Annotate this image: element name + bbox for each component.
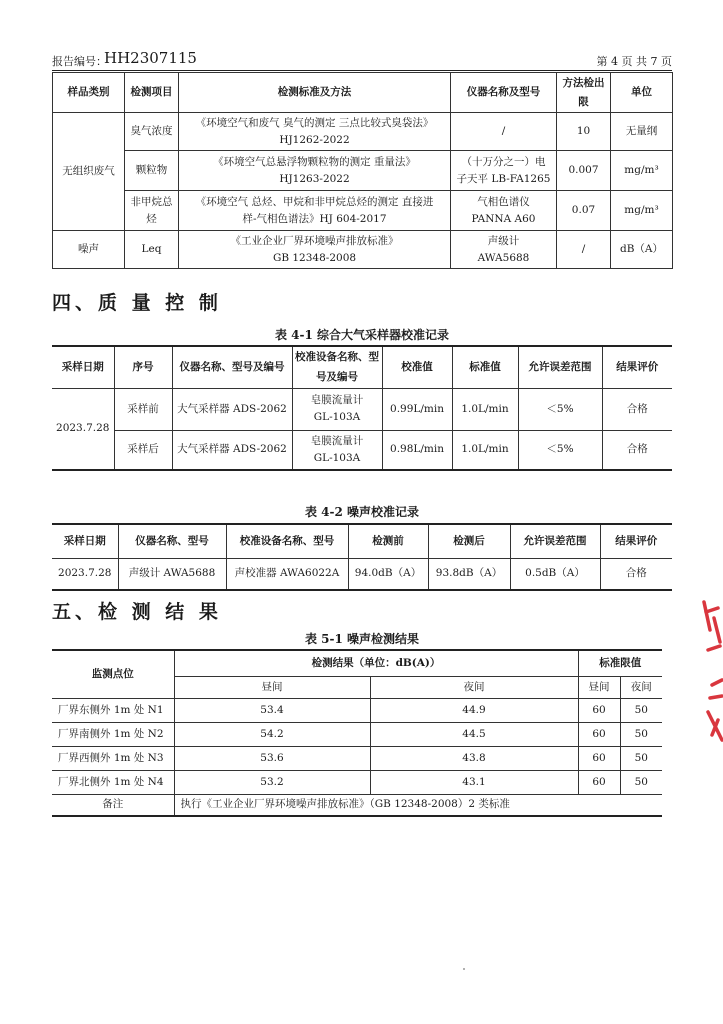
monitoring-point: 厂界东侧外 1m 处 N1 xyxy=(52,698,174,722)
column-header: 样品类别 xyxy=(53,73,125,113)
column-header: 仪器名称、型号 xyxy=(118,524,226,558)
column-header: 允许误差范围 xyxy=(518,346,602,388)
unit: dB（A） xyxy=(611,231,673,269)
calibration-value: 0.98L/min xyxy=(382,430,452,470)
night-value: 44.9 xyxy=(370,698,578,722)
test-item: 臭气浓度 xyxy=(125,113,179,151)
night-value: 43.1 xyxy=(370,770,578,794)
column-header: 校准设备名称、型号 xyxy=(226,524,348,558)
table-row xyxy=(52,722,662,746)
detection-limit: 10 xyxy=(557,113,611,151)
standard-value: 1.0L/min xyxy=(452,430,518,470)
table-header-row xyxy=(53,73,673,113)
column-header: 校准值 xyxy=(382,346,452,388)
remark-text: 执行《工业企业厂界环境噪声排放标准》（GB 12348-2008）2 类标准 xyxy=(174,794,662,816)
limit-night: 50 xyxy=(620,722,662,746)
limit-day: 60 xyxy=(578,722,620,746)
instrument: 大气采样器 ADS-2062 xyxy=(172,430,292,470)
calibration-value: 0.99L/min xyxy=(382,388,452,430)
limit-night: 50 xyxy=(620,746,662,770)
subheader-limit-night: 夜间 xyxy=(620,676,662,698)
instrument: 声级计 AWA5688 xyxy=(118,558,226,590)
column-header: 标准值 xyxy=(452,346,518,388)
page-header xyxy=(52,50,672,70)
limit-day: 60 xyxy=(578,698,620,722)
instrument: 声级计 AWA5688 xyxy=(451,231,557,269)
header-rule xyxy=(52,70,672,71)
page-indicator: 第 4 页 共 7 页 xyxy=(596,55,672,68)
noise-results-table xyxy=(52,649,662,817)
section-title-results: 五、检 测 结 果 xyxy=(52,601,222,623)
standard-method: 《环境空气总悬浮物颗粒物的测定 重量法》 HJ1263-2022 xyxy=(179,151,451,191)
standard-method: 《工业企业厂界环境噪声排放标准》 GB 12348-2008 xyxy=(179,231,451,269)
column-header: 序号 xyxy=(114,346,172,388)
column-header: 检测项目 xyxy=(125,73,179,113)
result: 合格 xyxy=(602,388,672,430)
sample-category: 噪声 xyxy=(53,231,125,269)
report-number-label: 报告编号： xyxy=(52,55,107,68)
column-header: 结果评价 xyxy=(600,524,672,558)
result: 合格 xyxy=(600,558,672,590)
limit-night: 50 xyxy=(620,770,662,794)
test-item: 非甲烷总 烃 xyxy=(125,191,179,231)
table-header-row xyxy=(52,346,672,388)
unit: 无量纲 xyxy=(611,113,673,151)
table-header-row xyxy=(52,650,662,676)
noise-calibration-table xyxy=(52,523,672,591)
column-header: 采样日期 xyxy=(52,524,118,558)
instrument: 气相色谱仪 PANNA A60 xyxy=(451,191,557,231)
calibration-device: 皂膜流量计 GL-103A xyxy=(292,388,382,430)
standard-method: 《环境空气和废气 臭气的测定 三点比较式臭袋法》 HJ1262-2022 xyxy=(179,113,451,151)
detection-limit: 0.07 xyxy=(557,191,611,231)
column-header: 标准限值 xyxy=(578,650,662,676)
subheader-day: 昼间 xyxy=(174,676,370,698)
report-number: HH2307115 xyxy=(104,49,197,67)
unit: mg/m³ xyxy=(611,151,673,191)
table-caption: 表 5-1 噪声检测结果 xyxy=(304,632,420,646)
table-row xyxy=(52,388,672,430)
instrument: （十万分之一）电 子天平 LB-FA1265 xyxy=(451,151,557,191)
column-header: 检测标准及方法 xyxy=(179,73,451,113)
day-value: 53.2 xyxy=(174,770,370,794)
scan-speck xyxy=(463,968,465,970)
monitoring-point: 厂界西侧外 1m 处 N3 xyxy=(52,746,174,770)
column-header: 校准设备名称、型号及编号 xyxy=(292,346,382,388)
table-row xyxy=(52,770,662,794)
table-header-row xyxy=(52,524,672,558)
instrument: / xyxy=(451,113,557,151)
calibration-device: 声校准器 AWA6022A xyxy=(226,558,348,590)
column-header: 仪器名称、型号及编号 xyxy=(172,346,292,388)
table-row xyxy=(52,746,662,770)
day-value: 53.6 xyxy=(174,746,370,770)
column-header: 检测结果（单位：dB(A)） xyxy=(174,650,578,676)
night-value: 44.5 xyxy=(370,722,578,746)
column-header: 采样日期 xyxy=(52,346,114,388)
section-title-quality-control: 四、质 量 控 制 xyxy=(52,292,222,314)
column-header: 检测前 xyxy=(348,524,428,558)
column-header: 检测后 xyxy=(428,524,510,558)
sampling-date: 2023.7.28 xyxy=(52,388,114,470)
tolerance: ＜5% xyxy=(518,430,602,470)
column-header: 监测点位 xyxy=(52,650,174,698)
tolerance: ＜5% xyxy=(518,388,602,430)
subheader-limit-day: 昼间 xyxy=(578,676,620,698)
value-before: 94.0dB（A） xyxy=(348,558,428,590)
remark-label: 备注 xyxy=(52,794,174,816)
detection-limit: / xyxy=(557,231,611,269)
night-value: 43.8 xyxy=(370,746,578,770)
test-item: 颗粒物 xyxy=(125,151,179,191)
table-row xyxy=(53,191,673,231)
calibration-device: 皂膜流量计 GL-103A xyxy=(292,430,382,470)
limit-night: 50 xyxy=(620,698,662,722)
table-row xyxy=(52,558,672,590)
instrument: 大气采样器 ADS-2062 xyxy=(172,388,292,430)
table-row xyxy=(52,698,662,722)
standard-value: 1.0L/min xyxy=(452,388,518,430)
seal-stamp-fragment xyxy=(696,590,723,760)
table-caption: 表 4-2 噪声校准记录 xyxy=(304,505,420,519)
detection-limit: 0.007 xyxy=(557,151,611,191)
table-row xyxy=(53,113,673,151)
sample-category: 无组织废气 xyxy=(53,113,125,231)
sequence: 采样前 xyxy=(114,388,172,430)
column-header: 结果评价 xyxy=(602,346,672,388)
table-row xyxy=(53,231,673,269)
column-header: 单位 xyxy=(611,73,673,113)
result: 合格 xyxy=(602,430,672,470)
remark-row xyxy=(52,794,662,816)
subheader-night: 夜间 xyxy=(370,676,578,698)
sampler-calibration-table xyxy=(52,345,672,471)
monitoring-point: 厂界北侧外 1m 处 N4 xyxy=(52,770,174,794)
column-header: 仪器名称及型号 xyxy=(451,73,557,113)
unit: mg/m³ xyxy=(611,191,673,231)
limit-day: 60 xyxy=(578,770,620,794)
day-value: 54.2 xyxy=(174,722,370,746)
column-header: 允许误差范围 xyxy=(510,524,600,558)
tolerance: 0.5dB（A） xyxy=(510,558,600,590)
value-after: 93.8dB（A） xyxy=(428,558,510,590)
table-row xyxy=(52,430,672,470)
table-caption: 表 4-1 综合大气采样器校准记录 xyxy=(274,328,450,342)
column-header: 方法检出限 xyxy=(557,73,611,113)
day-value: 53.4 xyxy=(174,698,370,722)
sequence: 采样后 xyxy=(114,430,172,470)
methods-table xyxy=(52,72,673,269)
monitoring-point: 厂界南侧外 1m 处 N2 xyxy=(52,722,174,746)
standard-method: 《环境空气 总烃、甲烷和非甲烷总烃的测定 直接进 样-气相色谱法》HJ 604-2017 xyxy=(179,191,451,231)
table-row xyxy=(53,151,673,191)
sampling-date: 2023.7.28 xyxy=(52,558,118,590)
test-item: Leq xyxy=(125,231,179,269)
limit-day: 60 xyxy=(578,746,620,770)
